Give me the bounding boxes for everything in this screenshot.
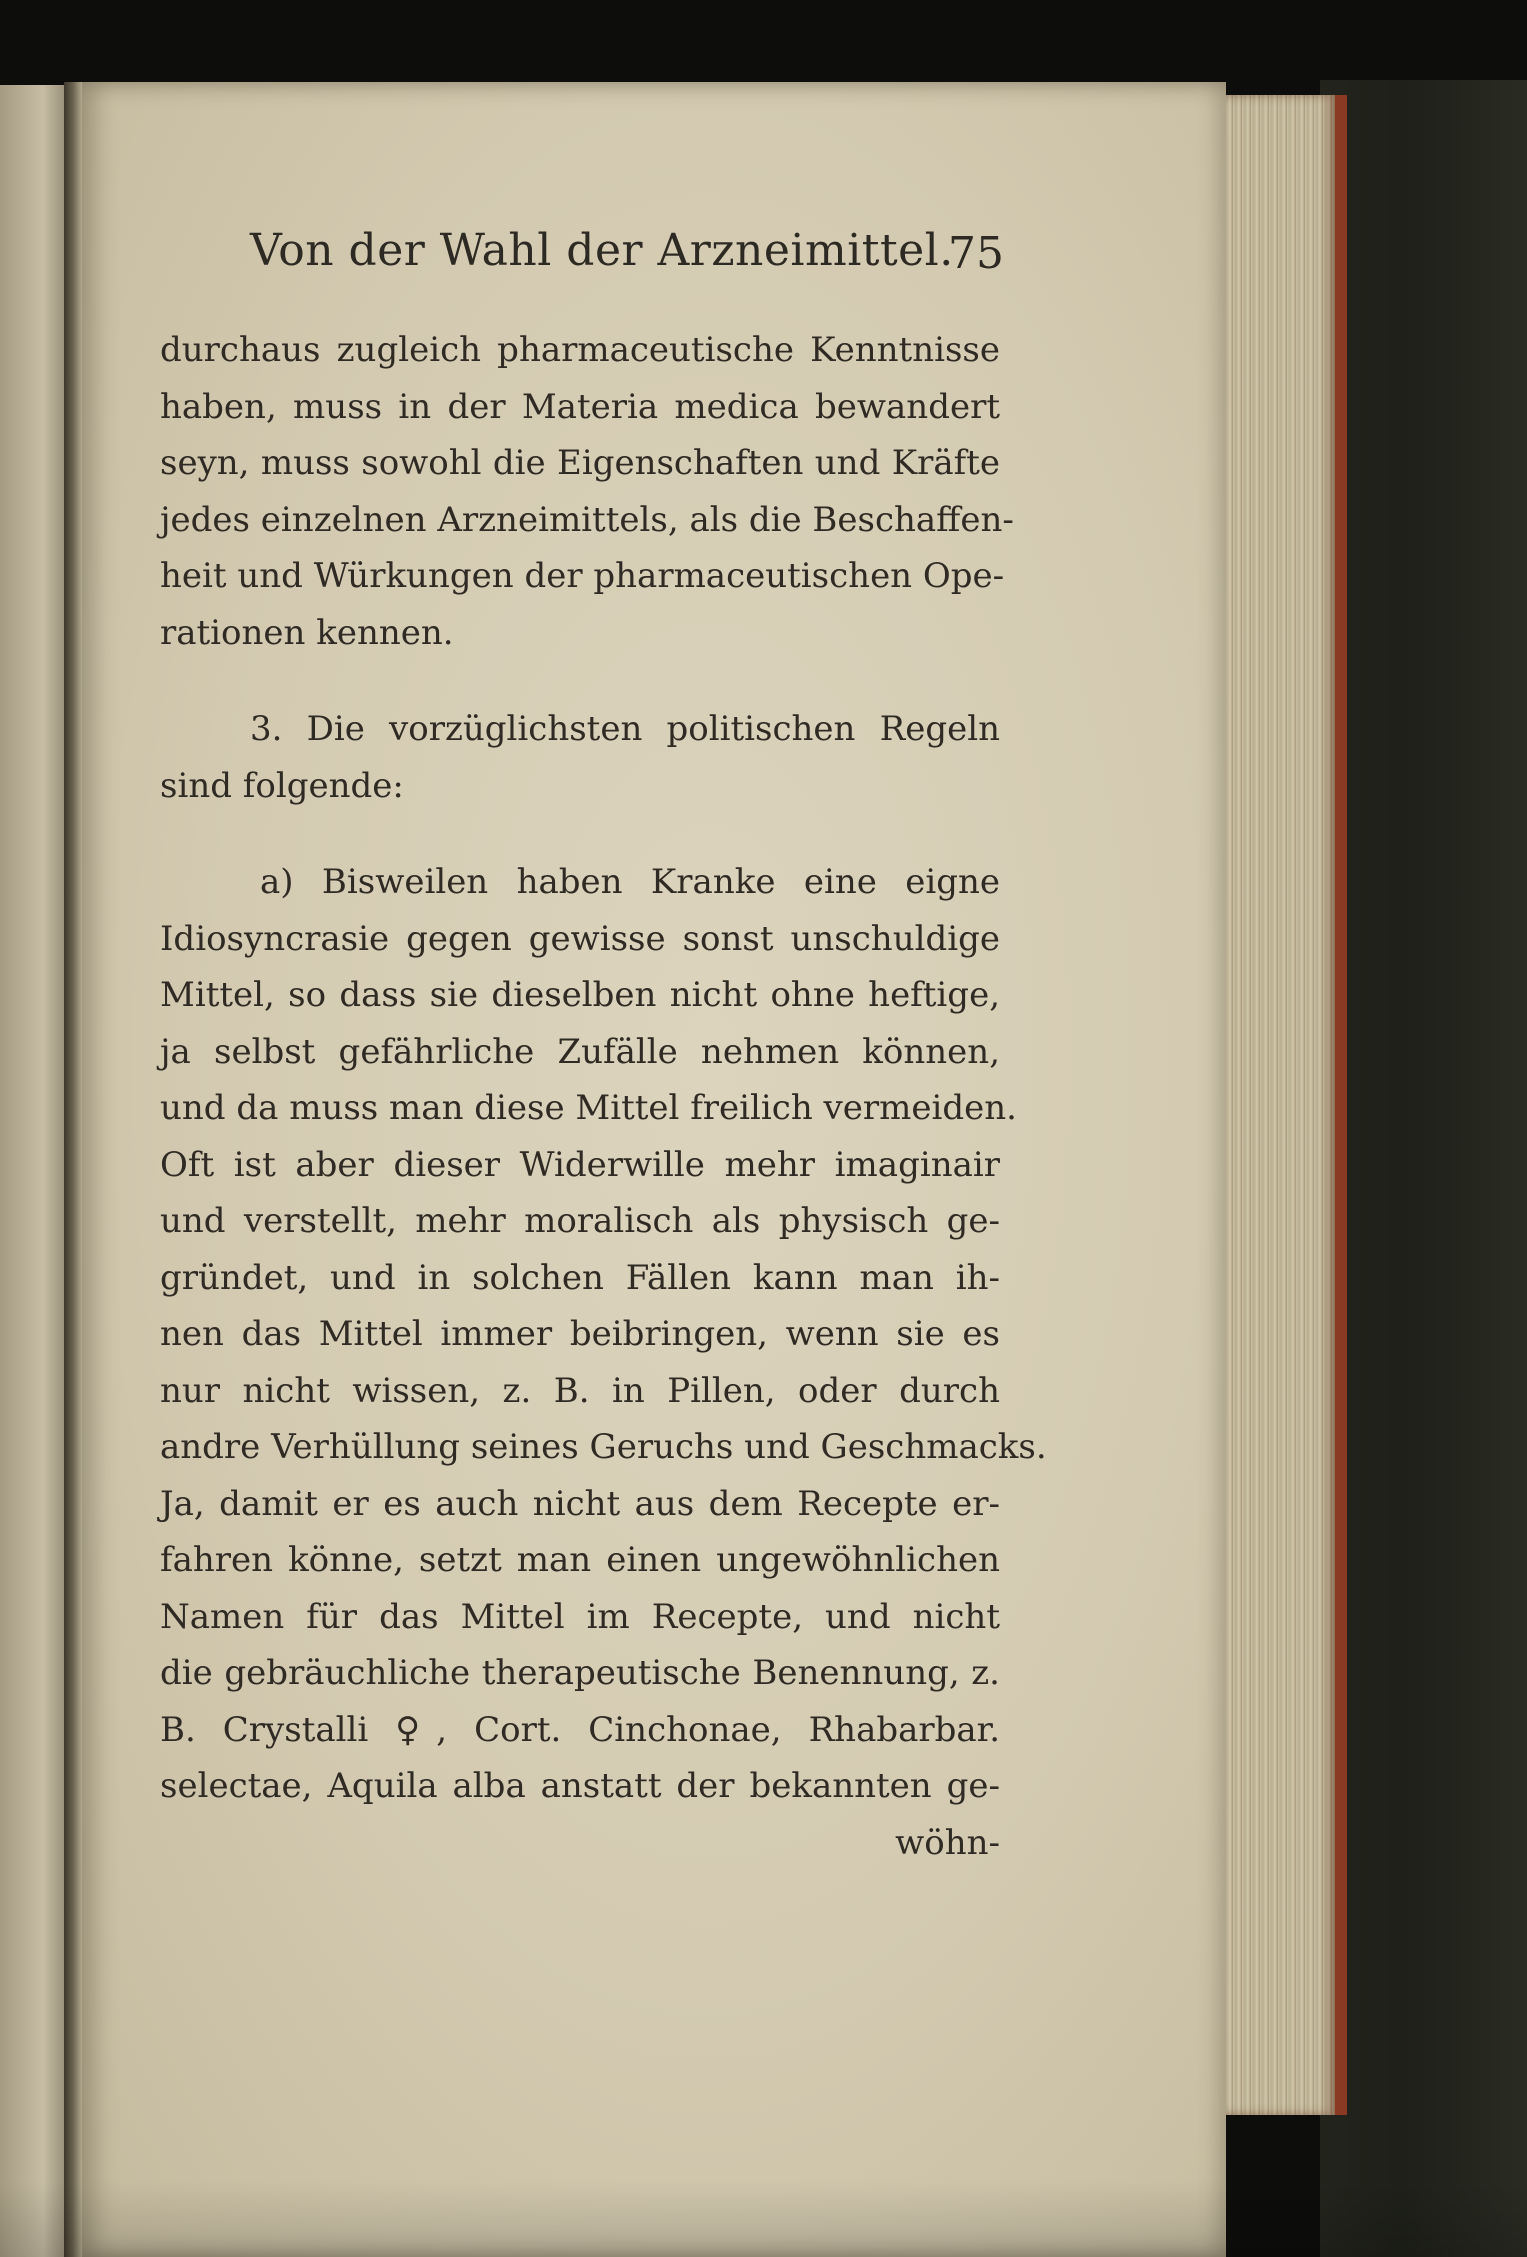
text-line: gründet, und in solchen Fällen kann man ih- <box>160 1257 1000 1298</box>
text-line: ja selbst gefährliche Zufälle nehmen können, <box>160 1031 1000 1072</box>
text-line: Oft ist aber dieser Widerwille mehr imaginair <box>160 1144 1000 1185</box>
text-line: die gebräuchliche therapeutische Benennung, z. <box>160 1653 1000 1693</box>
running-head: Von der Wahl der Arzneimittel. <box>250 225 954 276</box>
text-line: Mittel, so dass sie dieselben nicht ohne heftige, <box>160 975 1000 1015</box>
text-line: Idiosyncrasie gegen gewisse sonst unschuldige <box>160 918 1000 959</box>
text-line: jedes einzelnen Arzneimittels, als die Beschaffen- <box>160 499 1014 540</box>
catchword: wöhn- <box>895 1822 1000 1863</box>
book-cover-edge <box>1320 80 1527 2257</box>
page-block-edges <box>1215 95 1347 2115</box>
text-line: sind folgende: <box>160 765 404 806</box>
text-line: rationen kennen. <box>160 612 454 653</box>
text-line: seyn, muss sowohl die Eigenschaften und Kräfte <box>160 443 1000 483</box>
body-text <box>160 322 1047 1871</box>
text-line: nur nicht wissen, z. B. in Pillen, oder durch <box>160 1370 1000 1411</box>
facing-page-sliver <box>0 85 72 2257</box>
text-line: andre Verhüllung seines Geruchs und Geschmacks. <box>160 1427 1047 1467</box>
text-line: und da muss man diese Mittel freilich vermeiden. <box>160 1088 1017 1128</box>
text-line: a) Bisweilen haben Kranke eine eigne <box>260 862 1000 902</box>
text-line: nen das Mittel immer beibringen, wenn sie es <box>160 1314 1000 1354</box>
text-line: 3. Die vorzüglichsten politischen Regeln <box>250 709 1000 749</box>
text-line: durchaus zugleich pharmaceutische Kenntnisse <box>160 330 1000 370</box>
text-line: heit und Würkungen der pharmaceutischen Ope- <box>160 556 1005 596</box>
book-gutter <box>64 82 82 2257</box>
text-line: haben, muss in der Materia medica bewandert <box>160 386 1000 427</box>
text-line: Namen für das Mittel im Recepte, und nicht <box>160 1596 1000 1637</box>
text-line: fahren könne, setzt man einen ungewöhnlichen <box>160 1540 1000 1580</box>
page-number: 75 <box>948 228 1004 279</box>
text-line: Ja, damit er es auch nicht aus dem Recepte er- <box>160 1483 1000 1524</box>
text-line: selectae, Aquila alba anstatt der bekannten ge- <box>160 1766 1000 1806</box>
text-line: und verstellt, mehr moralisch als physisch ge- <box>160 1201 1000 1241</box>
text-line: B. Crystalli ♀, Cort. Cinchonae, Rhabarbar. <box>160 1709 1000 1750</box>
